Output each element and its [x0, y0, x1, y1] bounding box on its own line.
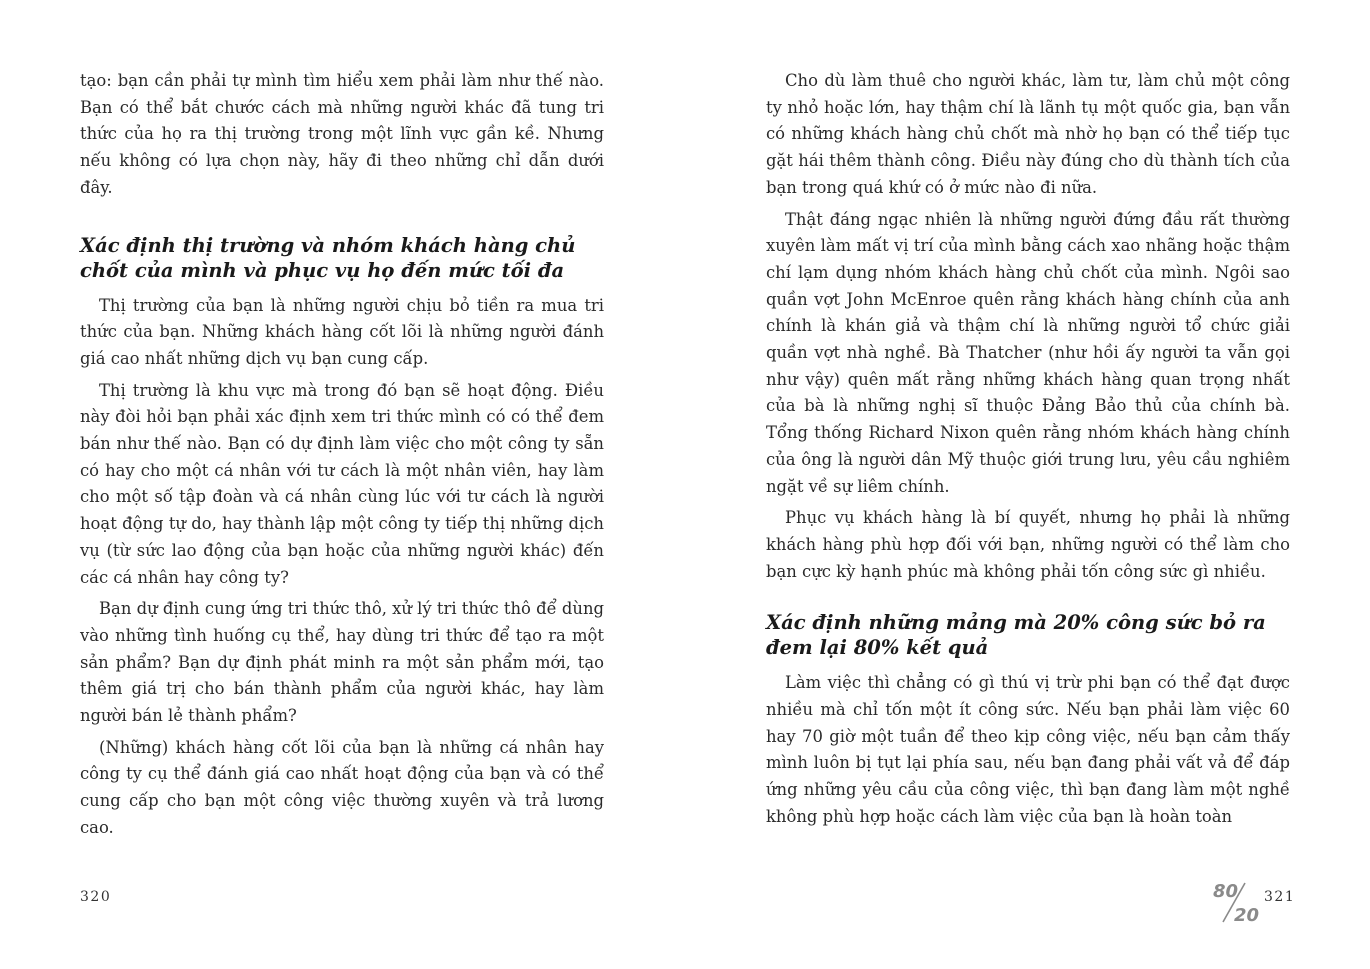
right-paragraph: Phục vụ khách hàng là bí quyết, nhưng họ phải là những khách hàng phù hợp đối với bạn, những người có thể làm cho bạn cực kỳ hạnh phúc mà không phải tốn công sức gì nhiều.: [766, 508, 1290, 581]
left-paragraph: (Những) khách hàng cốt lõi của bạn là những cá nhân hay công ty cụ thể đánh giá cao nhất hoạt động của bạn và có thể cung cấp cho bạn một công việc thường xuyên và trả lương cao.: [80, 737, 604, 837]
page-number-left: 320: [80, 889, 112, 905]
page-number-right: 321: [1264, 889, 1296, 905]
left-paragraph: Thị trường là khu vực mà trong đó bạn sẽ hoạt động. Điều này đòi hỏi bạn phải xác định xem tri thức mình có có thể đem bán như thế nào. Bạn có dự định làm việc cho một công ty sẵn có hay cho một cá nhân với tư cách là một nhân viên, hay làm cho một số tập đoàn và cá nhân cùng lúc với tư cách là người hoạt động tự do, hay thành lập một công ty tiếp thị những dịch vụ (từ sức lao động của bạn hoặc của những người khác) đến các cá nhân hay công ty?: [80, 380, 604, 587]
right-section-heading: Xác định những mảng mà 20% công sức bỏ ra đem lại 80% kết quả: [766, 611, 1266, 660]
right-page: [766, 68, 1290, 836]
right-paragraph: Cho dù làm thuê cho người khác, làm tư, làm chủ một công ty nhỏ hoặc lớn, hay thậm chí là lãnh tụ một quốc gia, bạn vẫn có những khách hàng chủ chốt mà nhờ họ bạn có thể tiếp tục gặt hái thêm thành công. Điều này đúng cho dù thành tích của bạn trong quá khứ có ở mức nào đi nữa.: [766, 71, 1290, 197]
left-paragraph: Bạn dự định cung ứng tri thức thô, xử lý tri thức thô để dùng vào những tình huống cụ thể, hay dùng tri thức để tạo ra một sản phẩm? Bạn dự định phát minh ra một sản phẩm mới, tạo thêm giá trị cho bán thành phẩm của người khác, hay làm người bán lẻ thành phẩm?: [80, 599, 604, 726]
left-paragraph: tạo: bạn cần phải tự mình tìm hiểu xem phải làm như thế nào. Bạn có thể bắt chước cách mà những người khác đã tung tri thức của họ ra thị trường trong một lĩnh vực gần kề. Nhưng nếu không có lựa chọn này, hãy đi theo những chỉ dẫn dưới đây.: [80, 71, 604, 197]
logo-top-number: 80: [1213, 881, 1239, 902]
logo-bottom-number: 20: [1234, 905, 1260, 925]
left-paragraph: Thị trường của bạn là những người chịu bỏ tiền ra mua tri thức của bạn. Những khách hàng cốt lõi là những người đánh giá cao nhất những dịch vụ bạn cung cấp.: [80, 295, 604, 368]
left-page: [80, 68, 604, 847]
book-8020-logo: [1210, 877, 1266, 925]
right-paragraph: Thật đáng ngạc nhiên là những người đứng đầu rất thường xuyên làm mất vị trí của mình bằng cách xao nhãng hoặc thậm chí lạm dụng nhóm khách hàng chủ chốt của mình. Ngôi sao quần vợt John McEnroe quên rằng khách hàng chính của anh chính là khán giả và thậm chí là những người tổ chức giải quần vợt nhà nghề. Bà Thatcher (như hồi ấy người ta vẫn gọi như vậy) quên mất rằng những khách hàng quan trọng nhất của bà là những nghị sĩ thuộc Đảng Bảo thủ của chính bà. Tổng thống Richard Nixon quên rằng nhóm khách hàng chính của ông là người dân Mỹ thuộc giới trung lưu, yêu cầu nghiêm ngặt về sự liêm chính.: [766, 209, 1290, 496]
left-section-heading: Xác định thị trường và nhóm khách hàng chủ chốt của mình và phục vụ họ đến mức tối đa: [80, 233, 576, 282]
right-paragraph: Làm việc thì chẳng có gì thú vị trừ phi bạn có thể đạt được nhiều mà chỉ tốn một ít công sức. Nếu bạn phải làm việc 60 hay 70 giờ một tuần để theo kịp công việc, nếu bạn cảm thấy mình luôn bị tụt lại phía sau, nếu bạn đang phải vất vả để đáp ứng những yêu cầu của công việc, thì bạn đang làm một nghề không phù hợp hoặc cách làm việc của bạn là hoàn toàn: [766, 673, 1290, 826]
